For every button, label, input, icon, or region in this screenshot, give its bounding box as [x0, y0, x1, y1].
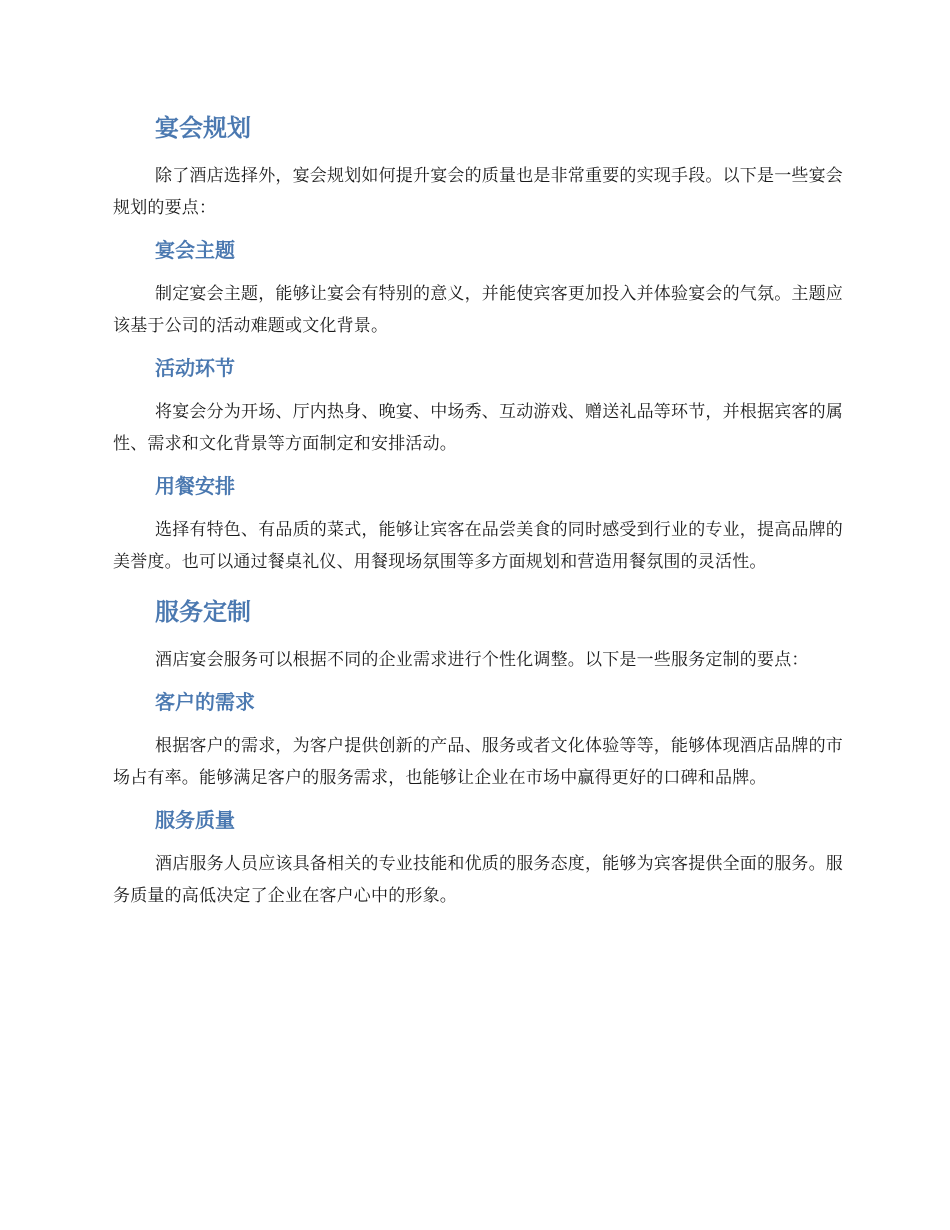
paragraph-dining: 选择有特色、有品质的菜式，能够让宾客在品尝美食的同时感受到行业的专业，提高品牌的美誉度。也可以通过餐桌礼仪、用餐现场氛围等多方面规划和营造用餐氛围的灵活性。	[113, 520, 843, 572]
paragraph-service-quality: 酒店服务人员应该具备相关的专业技能和优质的服务态度，能够为宾客提供全面的服务。服务质量的高低决定了企业在客户心中的形象。	[113, 854, 843, 906]
section-intro-service-customization: 酒店宴会服务可以根据不同的企业需求进行个性化调整。以下是一些服务定制的要点：	[155, 650, 809, 670]
paragraph-activities: 将宴会分为开场、厅内热身、晚宴、中场秀、互动游戏、赠送礼品等环节，并根据宾客的属性、需求和文化背景等方面制定和安排活动。	[113, 402, 843, 454]
paragraph-customer-needs: 根据客户的需求，为客户提供创新的产品、服务或者文化体验等等，能够体现酒店品牌的市场占有率。能够满足客户的服务需求，也能够让企业在市场中赢得更好的口碑和品牌。	[113, 736, 843, 788]
section-intro-banquet-planning: 除了酒店选择外，宴会规划如何提升宴会的质量也是非常重要的实现手段。以下是一些宴会规划的要点：	[113, 166, 843, 218]
subsection-heading-activities: 活动环节	[155, 356, 235, 380]
subsection-heading-banquet-theme: 宴会主题	[155, 238, 235, 262]
subsection-heading-service-quality: 服务质量	[155, 808, 235, 832]
subsection-heading-customer-needs: 客户的需求	[155, 690, 255, 714]
paragraph-banquet-theme: 制定宴会主题，能够让宴会有特别的意义，并能使宾客更加投入并体验宴会的气氛。主题应该基于公司的活动难题或文化背景。	[113, 284, 843, 336]
document-content	[113, 108, 843, 912]
subsection-heading-dining: 用餐安排	[155, 474, 235, 498]
section-heading-banquet-planning: 宴会规划	[155, 114, 251, 142]
section-heading-service-customization: 服务定制	[155, 598, 251, 626]
